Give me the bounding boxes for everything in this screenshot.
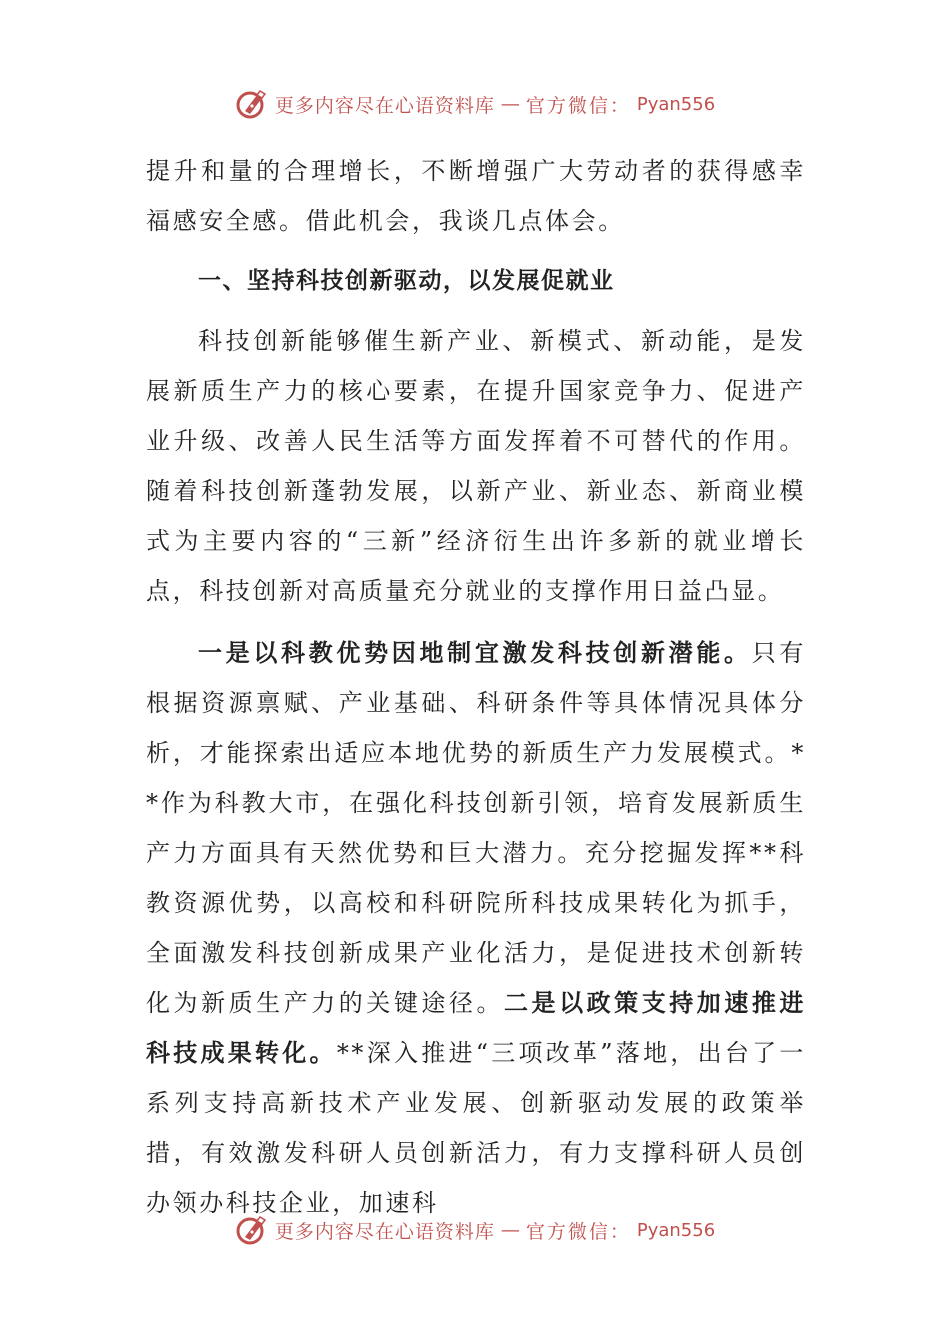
- banner-site-name: 更多内容尽在心语资料库: [274, 94, 495, 117]
- paragraph-3-lead-1: 一是以科教优势因地制宜激发科技创新潜能。: [198, 639, 752, 667]
- paragraph-3-lead-2: 二是以政策支持加速推进科技成果转化。: [146, 989, 806, 1067]
- paragraph-2: 科技创新能够催生新产业、新模式、新动能，是发展新质生产力的核心要素，在提升国家竞争力、促进产业升级、改善人民生活等方面发挥着不可替代的作用。随着科技创新蓬勃发展，以新产业、新业态、新商业模式为主要内容的“三新”经济衍生出许多新的就业增长点，科技创新对高质量充分就业的支撑作用日益凸显。: [146, 327, 806, 605]
- pen-nib-circle-icon: [235, 87, 269, 121]
- footer-dash: —: [500, 1219, 520, 1241]
- banner-wechat-id: Pyan556: [636, 93, 716, 115]
- section-heading-1: 一、坚持科技创新驱动，以发展促就业: [198, 268, 615, 294]
- banner-wechat-label: 官方微信：: [525, 94, 631, 117]
- banner-dash: —: [500, 93, 520, 115]
- document-body: [146, 146, 806, 1228]
- header-banner: [0, 86, 950, 122]
- footer-wechat-id: Pyan556: [636, 1219, 716, 1241]
- paragraph-3-text-2: **深入推进“三项改革”落地，出台了一系列支持高新技术产业发展、创新驱动发展的政策举措，有效激发科研人员创新活力，有力支撑科研人员创办领办科技企业，加速科: [146, 1039, 806, 1217]
- paragraph-3: [146, 628, 806, 1228]
- footer-wechat-label: 官方微信：: [525, 1220, 631, 1243]
- paragraph-1: 提升和量的合理增长，不断增强广大劳动者的获得感幸福感安全感。借此机会，我谈几点体会。: [146, 157, 806, 235]
- footer-site-name: 更多内容尽在心语资料库: [274, 1220, 495, 1243]
- paragraph-3-text-1: 只有根据资源禀赋、产业基础、科研条件等具体情况具体分析，才能探索出适应本地优势的新质生产力发展模式。**作为科教大市，在强化科技创新引领，培育发展新质生产力方面具有天然优势和巨大潜力。充分挖掘发挥**科教资源优势，以高校和科研院所科技成果转化为抓手，全面激发科技创新成果产业化活力，是促进技术创新转化为新质生产力的关键途径。: [146, 639, 807, 1017]
- pen-nib-circle-icon: [235, 1213, 269, 1247]
- footer-banner: [0, 1212, 950, 1248]
